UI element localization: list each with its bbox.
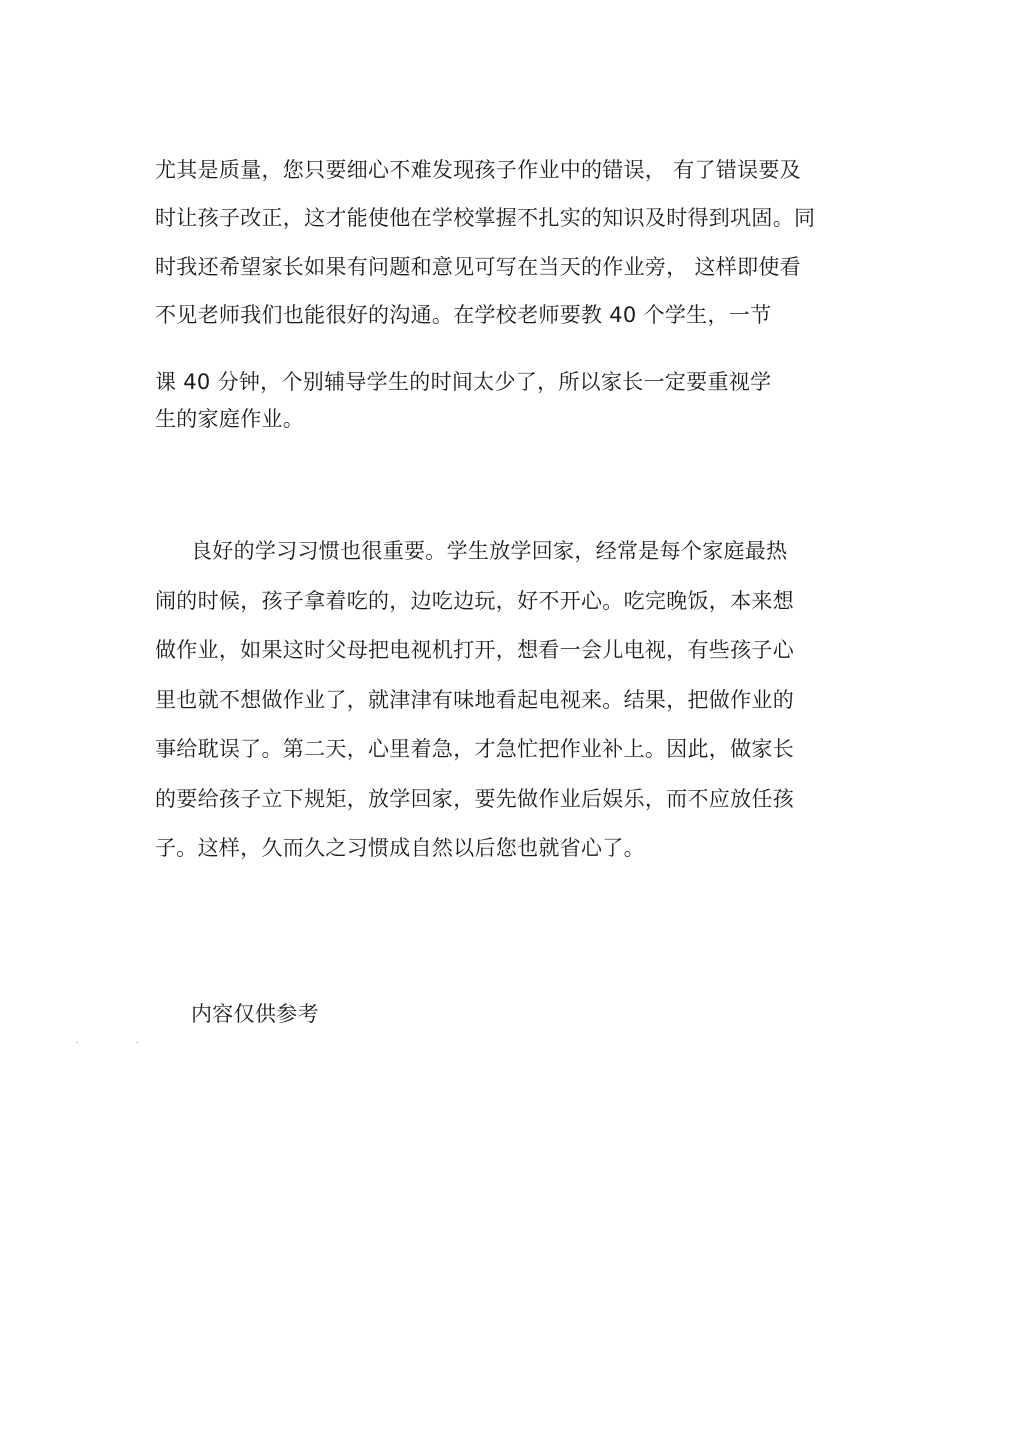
paragraph-2-line-7: 子。这样，久而久之习惯成自然以后您也就省心了。 [155, 836, 645, 860]
paragraph-2-line-3: 做作业，如果这时父母把电视机打开，想看一会儿电视，有些孩子心 [155, 638, 794, 662]
paragraph-1-line-6: 生的家庭作业。 [155, 407, 305, 431]
scan-speck [136, 1042, 138, 1043]
scan-speck [76, 1042, 78, 1043]
paragraph-1-line-3: 时我还希望家长如果有问题和意见可写在当天的作业旁， 这样即使看 [155, 255, 801, 279]
paragraph-2-line-4: 里也就不想做作业了，就津津有味地看起电视来。结果，把做作业的 [155, 688, 794, 712]
paragraph-1-line-2: 时让孩子改正，这才能使他在学校掌握不扎实的知识及时得到巩固。同 [155, 206, 816, 230]
paragraph-1-line-5: 课 40 分钟，个别辅导学生的时间太少了，所以家长一定要重视学 [155, 370, 772, 394]
paragraph-2-line-1: 良好的学习习惯也很重要。学生放学回家，经常是每个家庭最热 [191, 539, 788, 563]
paragraph-2-line-6: 的要给孩子立下规矩，放学回家，要先做作业后娱乐，而不应放任孩 [155, 787, 794, 811]
paragraph-2-line-5: 事给耽误了。第二天，心里着急，才急忙把作业补上。因此，做家长 [155, 737, 794, 761]
paragraph-2-line-2: 闹的时候，孩子拿着吃的，边吃边玩，好不开心。吃完晚饭，本来想 [155, 589, 794, 613]
paragraph-1-line-4: 不见老师我们也能很好的沟通。在学校老师要教 40 个学生，一节 [155, 303, 772, 327]
reference-note: 内容仅供参考 [191, 1002, 319, 1026]
paragraph-1-line-1: 尤其是质量，您只要细心不难发现孩子作业中的错误， 有了错误要及 [155, 158, 801, 182]
